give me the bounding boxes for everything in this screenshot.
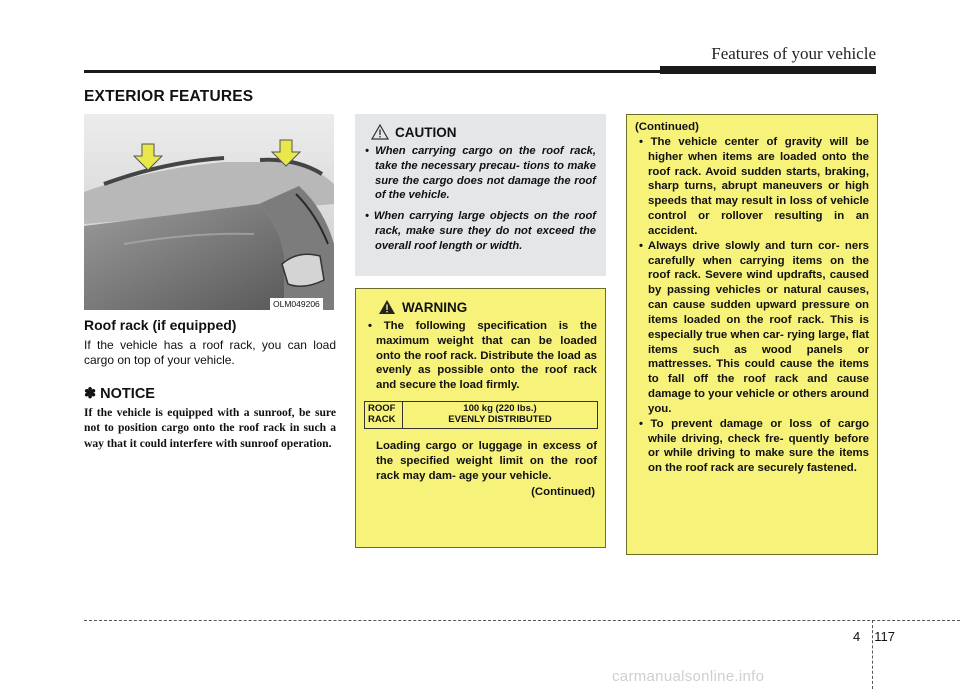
caution-heading (371, 124, 596, 140)
warning-item: • The following specification is the maximum weight that can be loaded onto the roof rack. Distribute the load as evenly as possible onto the roof rack and secure the load firmly. (368, 320, 597, 392)
header-rule-thick (660, 66, 876, 74)
roof-rack-text: If the vehicle has a roof rack, you can load cargo on top of your vehicle. (84, 338, 336, 367)
roof-rack-photo (84, 114, 334, 310)
chapter-number: 4 (853, 629, 861, 644)
car-roof-illustration (84, 114, 334, 310)
warning-triangle-icon (378, 299, 396, 315)
continued-warning-box (626, 114, 878, 555)
continued-item: • Always drive slowly and turn cor- ners carefully when carrying items on the roof rack. Severe wind updrafts, caused by passing vehicles or natural causes, can cause sudden upward pressure on items loaded on the roof rack. This is especially true when car- rying large, flat items such as wood panels or mattresses. This could cause the items to fall off the roof rack and cause damage to your vehicle or others around you. (639, 239, 869, 415)
watermark: carmanualsonline.info (612, 668, 765, 685)
photo-code: OLM049206 (270, 298, 323, 310)
caution-title: CAUTION (395, 124, 457, 140)
roof-rack-title: Roof rack (if equipped) (84, 317, 237, 333)
spec-label: ROOF RACK (365, 402, 403, 429)
roof-rack-spec-table (364, 401, 598, 429)
warning-continued: (Continued) (531, 486, 595, 499)
warning-list (364, 319, 597, 393)
continued-heading: (Continued) (635, 121, 699, 133)
page-number-value: 117 (874, 629, 895, 644)
continued-item: • To prevent damage or loss of cargo while driving, check fre- quently before or while driving to make sure the items on the roof rack are securely fastened. (639, 417, 869, 475)
notice-title: ✽ NOTICE (84, 386, 155, 402)
continued-item: • The vehicle center of gravity will be higher when items are loaded onto the roof rack. Avoid sudden starts, braking, sharp turns, abrupt maneuvers or high speeds that may result in loss of vehicle control or rollover resulting in an accident. (639, 136, 869, 237)
caution-item: • When carrying large objects on the roof rack, make sure they do not exceed the overall roof length or width. (365, 210, 596, 252)
caution-box (355, 114, 606, 276)
footer-rule (84, 620, 960, 621)
continued-list (635, 135, 869, 476)
header-rule (84, 70, 664, 73)
warning-heading (378, 299, 597, 315)
caution-triangle-icon (371, 124, 389, 140)
warning-paragraph: Loading cargo or luggage in excess of the specified weight limit on the roof rack may dam- age your vehicle. (376, 439, 597, 482)
section-title: EXTERIOR FEATURES (84, 88, 254, 105)
warning-title: WARNING (402, 299, 468, 315)
caution-list (365, 144, 596, 253)
spec-value (403, 402, 598, 429)
warning-box (355, 288, 606, 548)
spec-value-line2: EVENLY DISTRIBUTED (448, 414, 552, 426)
spec-value-line1: 100 kg (220 lbs.) (463, 403, 537, 415)
page-number (853, 629, 895, 644)
header-title: Features of your vehicle (711, 44, 876, 63)
notice-text: If the vehicle is equipped with a sunroof, be sure not to position cargo onto the roof rack in such a way that it could interfere with sunroof operation. (84, 406, 336, 450)
caution-item: • When carrying cargo on the roof rack, take the necessary precau- tions to make sure the cargo does not damage the roof of the vehicle. (365, 145, 596, 202)
